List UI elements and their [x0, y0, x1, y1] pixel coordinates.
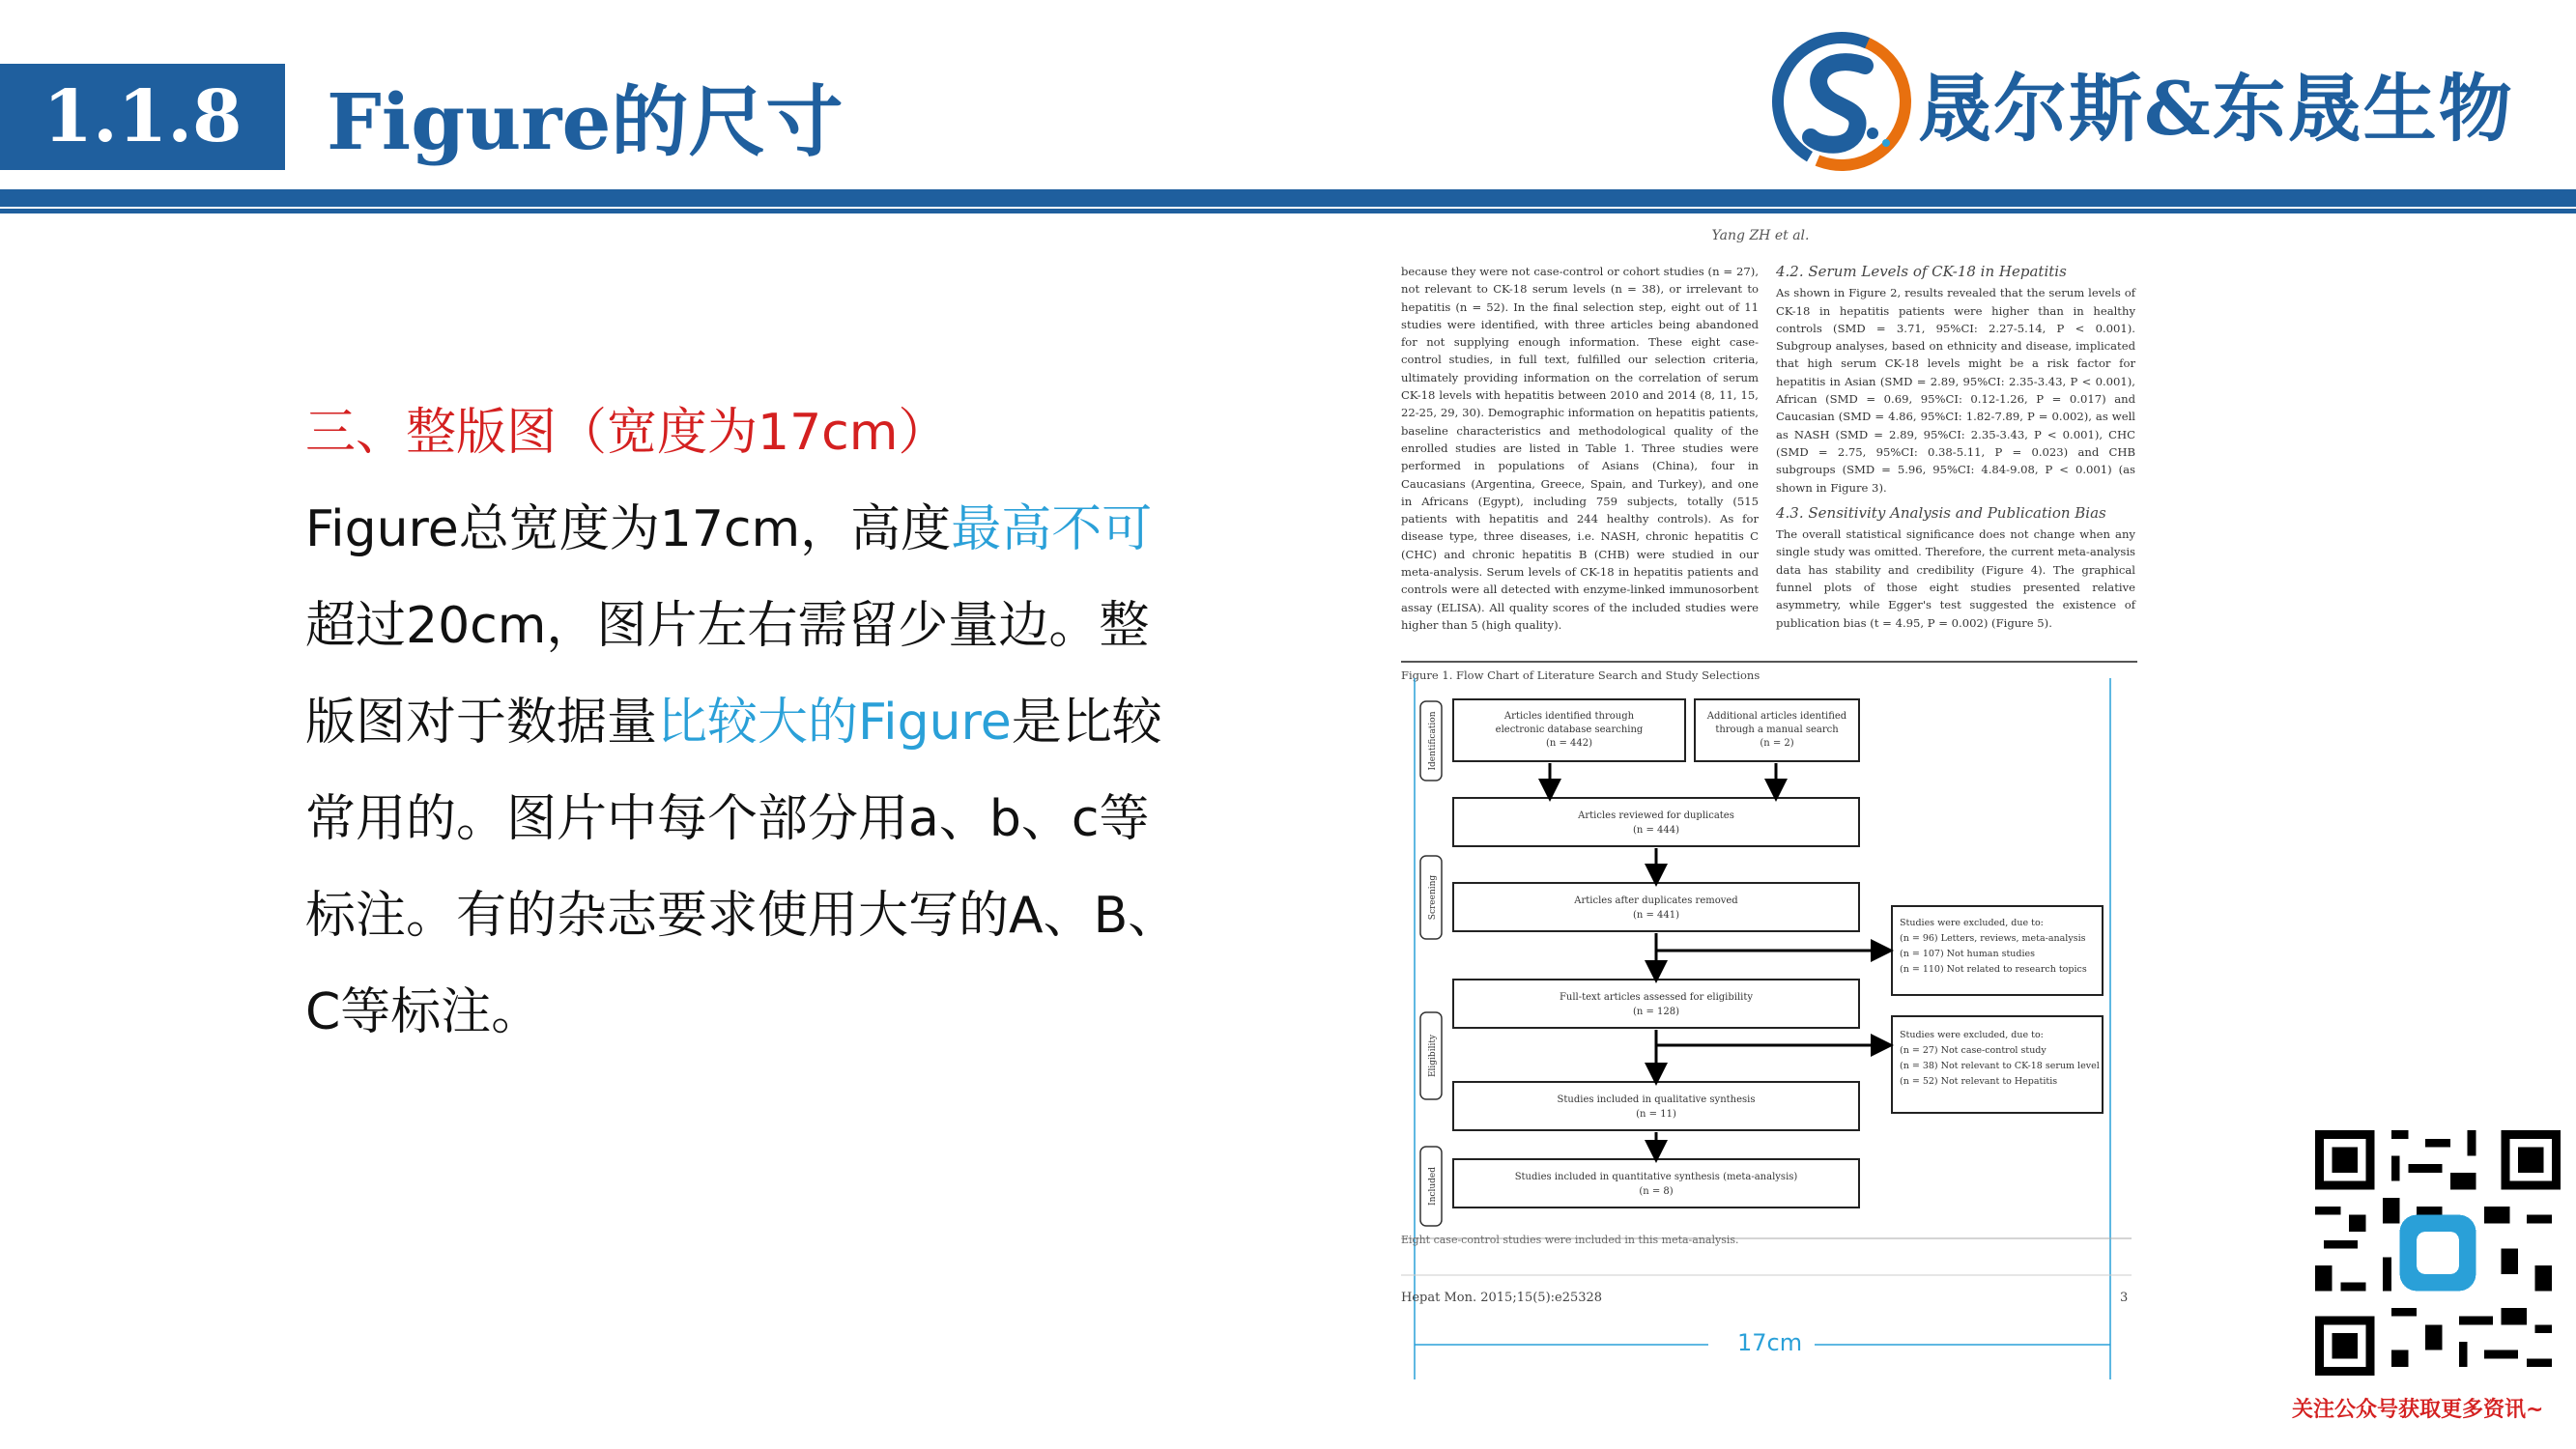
- running-head: Yang ZH et al.: [1711, 228, 1810, 243]
- flow-box-text: Articles identified through: [1503, 711, 1635, 722]
- flow-box-text: Additional articles identified: [1706, 711, 1847, 722]
- flow-box-text: through a manual search: [1715, 724, 1839, 735]
- flow-chart: [1389, 224, 2132, 1403]
- stage-label: Included: [1428, 1167, 1438, 1206]
- header-divider: [0, 189, 2576, 207]
- flow-box-text: (n = 2): [1760, 738, 1794, 749]
- article-subheading: 4.3. Sensitivity Analysis and Publication Bias: [1776, 503, 2106, 522]
- exclusion-text: (n = 27) Not case-control study: [1900, 1045, 2046, 1056]
- article-subheading: 4.2. Serum Levels of CK-18 in Hepatitis: [1776, 263, 2067, 280]
- flow-box-text: (n = 11): [1636, 1109, 1676, 1120]
- article-paragraph: The overall statistical significance does not change when any single study was omitted. Therefore, the current meta-analysis data has stability and credibility (Figure 4). The graphical funnel plots of those eight studies presented relative asymmetry, while Egger's test suggested the existence of publication bias (t = 4.95, P = 0.002) (Figure 5).: [1776, 527, 2135, 630]
- article-paragraph: As shown in Figure 2, results revealed that the serum levels of CK-18 in hepatitis patients were higher than in healthy controls (SMD = 3.71, 95%CI: 2.27-5.14, P < 0.001). Subgroup analyses, based on ethnicity and disease, implicated that high serum CK-18 levels might be a risk factor for hepatitis in Asian (SMD = 2.89, 95%CI: 2.35-3.43, P < 0.001), African (SMD = 0.69, 95%CI: 0.12-1.26, P = 0.017) and Caucasian (SMD = 4.86, 95%CI: 1.82-7.89, P = 0.002), as well as NASH (SMD = 2.89, 95%CI: 2.35-3.43, P < 0.001), CHC (SMD = 2.75, 95%CI: 0.38-5.11, P = 0.023) and CHB subgroups (SMD = 5.96, 95%CI: 4.84-9.08, P < 0.001) (as shown in Figure 3).: [1776, 286, 2135, 495]
- stage-label: Screening: [1428, 874, 1438, 921]
- flow-box-text: Articles after duplicates removed: [1574, 895, 1738, 906]
- exclusion-text: Studies were excluded, due to:: [1900, 1030, 2044, 1040]
- figure-caption: Figure 1. Flow Chart of Literature Search and Study Selections: [1401, 668, 1760, 682]
- figure-footnote: Eight case-control studies were included in this meta-analysis.: [1401, 1234, 1739, 1246]
- width-dimension-label: 17cm: [1737, 1329, 1803, 1356]
- qr-code-icon[interactable]: [2315, 1130, 2561, 1376]
- header-divider-thin: [0, 209, 2576, 213]
- flow-box-text: Studies included in qualitative synthesis: [1557, 1094, 1756, 1105]
- qr-caption: 关注公众号获取更多资讯~: [2292, 1398, 2544, 1422]
- company-logo-icon: [1759, 29, 1925, 174]
- exclusion-text: (n = 52) Not relevant to Hepatitis: [1900, 1076, 2058, 1087]
- stage-label: Identification: [1428, 711, 1438, 771]
- stage-label: Eligibility: [1428, 1034, 1438, 1078]
- exclusion-text: (n = 38) Not relevant to CK-18 serum level: [1900, 1061, 2100, 1071]
- flow-box-text: electronic database searching: [1495, 724, 1644, 735]
- body-text-run: 超过20cm，图片左右需留少量边。整版图对于数据量: [305, 597, 1150, 752]
- company-name: 晟尔斯&东晟生物: [1918, 66, 2514, 152]
- article-column-left: because they were not case-control or cohort studies (n = 27), not relevant to CK-18 serum levels (n = 38), or irrelevant to hepatitis (n = 52). In the final selection step, eight out of 11 studies were identified, with three articles being abandoned for not supplying enough information. These eight case-control studies, in full text, fulfilled our selection criteria, ultimately providing information on the correlation of serum CK-18 levels with hepatitis between 2010 and 2014 (8, 11, 15, 22-25, 29, 30). Demographic information on hepatitis patients, baseline characteristics and methodological quality of the enrolled studies are listed in Table 1. Three studies were performed in populations of Asians (China), four in Caucasians (Argentina, Greece, Spain, and Turkey), and one in Africans (Egypt), including 759 subjects, totally (515 patients with hepatitis and 244 healthy controls). As for disease type, three diseases, i.e. NASH, chronic hepatitis C (CHC) and chronic hepatitis B (CHB) were studied in our meta-analysis. Serum levels of CK-18 in hepatitis patients and controls were all detected with enzyme-linked immunosorbent assay (ELISA). All quality scores of the included studies were higher than 5 (high quality).: [1401, 265, 1759, 632]
- flow-box-text: (n = 444): [1632, 825, 1680, 836]
- flow-box-text: (n = 442): [1545, 738, 1593, 749]
- highlight-text: 比较大的Figure: [657, 694, 1012, 752]
- flow-box-text: (n = 8): [1639, 1186, 1674, 1197]
- flow-box-text: Articles reviewed for duplicates: [1578, 810, 1734, 821]
- exclusion-text: Studies were excluded, due to:: [1900, 918, 2044, 928]
- exclusion-text: (n = 107) Not human studies: [1900, 949, 2036, 959]
- body-text-run: 是比较常用的。图片中每个部分用a、b、c等标注。有的杂志要求使用大写的A、B、C等标注。: [305, 694, 1179, 1041]
- page-number: 3: [2120, 1291, 2129, 1305]
- exclusion-text: (n = 96) Letters, reviews, meta-analysis: [1900, 933, 2086, 944]
- section-number-tab: 1.1.8: [0, 64, 285, 170]
- flow-box-text: Full-text articles assessed for eligibility: [1559, 992, 1754, 1003]
- flow-box-text: Studies included in quantitative synthesis (meta-analysis): [1514, 1172, 1798, 1182]
- page-footer: Hepat Mon. 2015;15(5):e25328: [1401, 1291, 1603, 1305]
- flow-box-text: (n = 441): [1632, 910, 1680, 921]
- body-heading: 三、整版图（宽度为17cm）: [305, 404, 949, 462]
- flow-box-text: (n = 128): [1632, 1007, 1680, 1017]
- journal-page-example: [1389, 224, 2135, 1403]
- highlight-text: 最高不可: [951, 500, 1153, 558]
- slide-title: Figure的尺寸: [327, 75, 844, 167]
- body-paragraph: [305, 481, 1194, 1061]
- body-text-run: Figure总宽度为17cm，高度: [305, 500, 952, 558]
- exclusion-text: (n = 110) Not related to research topics: [1900, 964, 2087, 975]
- body-text: [305, 384, 1194, 1061]
